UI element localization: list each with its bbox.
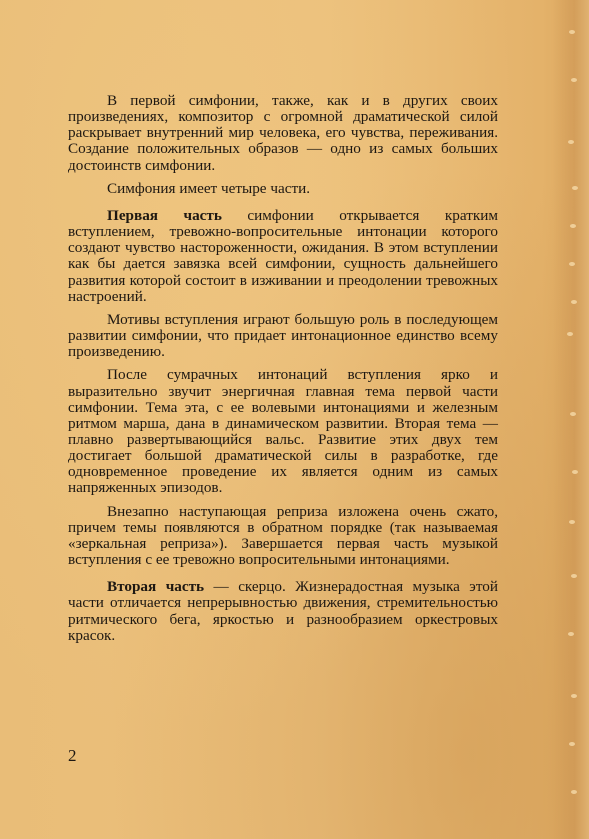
paragraph-4 xyxy=(68,312,498,360)
section-heading-first-part: Первая часть xyxy=(107,206,222,224)
paragraph-6-text: Внезапно наступающая реприза изложена очень сжато, причем темы появляются в обратном порядке (так называемая «зеркальная реприза»). Завершается первая часть музыкой вступления с ее тревожно вопросительными интонациями. xyxy=(68,502,498,569)
paragraph-1-text: В первой симфонии, также, как и в других своих произведениях, композитор с огромной драматической силой раскрывает внутренний мир человека, его чувства, переживания. Создание положительных образов — одно из самых больших достоинств симфонии. xyxy=(68,92,498,174)
paragraph-2 xyxy=(68,181,498,197)
page-number: 2 xyxy=(68,746,77,765)
paragraph-4-text: Мотивы вступления играют большую роль в последующем развитии симфонии, что придает интонационное единство всему произведению. xyxy=(68,310,498,361)
paragraph-5-text: После сумрачных интонаций вступления ярко и выразительно звучит энергичная главная тема первой части симфонии. Тема эта, с ее волевыми интонациями и железным ритмом марша, дана в динамическом развитии. Вторая тема — плавно развертывающийся вальс. Развитие этих двух тем достигает большой драматической силы в разработке, где одновременное проведение их является одним из самых напряженных эпизодов. xyxy=(68,366,498,497)
paragraph-1 xyxy=(68,93,498,174)
paragraph-5 xyxy=(68,367,498,496)
paragraph-7-text: — скерцо. Жизнерадостная музыка этой части отличается непрерывностью движения, стремительностью ритмического бега, яркостью и разнообразием оркестровых красок. xyxy=(68,578,498,644)
section-heading-second-part: Вторая часть xyxy=(107,578,205,596)
article-text xyxy=(68,93,498,644)
paragraph-3-text: симфонии открывается кратким вступлением, тревожно-вопросительные интонации которого создают чувство настороженности, ожидания. В этом вступлении как бы дается завязка всей симфонии, сущность дальнейшего развития которой состоит в изживании и преодолении тревожных настроений. xyxy=(68,206,498,305)
paragraph-3 xyxy=(68,208,498,305)
paragraph-2-text: Симфония имеет четыре части. xyxy=(107,179,311,197)
binding-holes xyxy=(559,0,583,839)
paragraph-6 xyxy=(68,504,498,569)
paragraph-7 xyxy=(68,579,498,644)
